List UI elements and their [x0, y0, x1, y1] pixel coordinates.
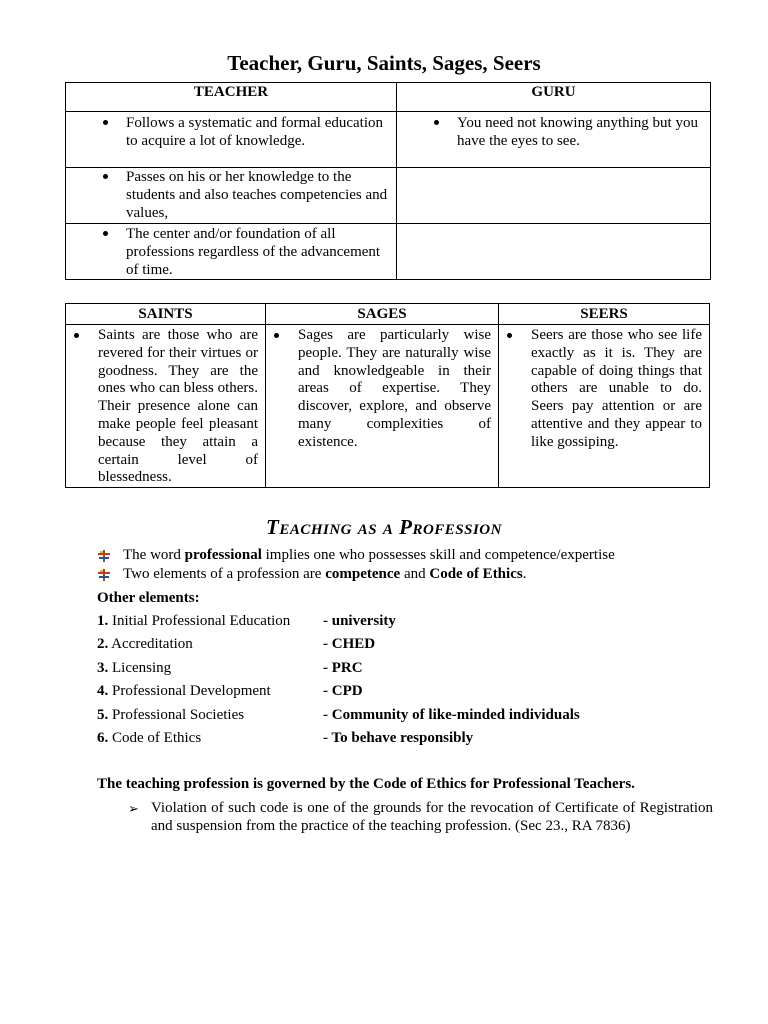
list-value: - university — [323, 613, 396, 629]
list-number: 1. — [97, 613, 109, 629]
list-item — [97, 707, 580, 727]
list-label: Accreditation — [108, 636, 193, 652]
list-number: 3. — [97, 660, 109, 676]
header-seers: SEERS — [499, 304, 710, 325]
bullet-dot-icon — [507, 333, 512, 338]
list-value: - Community of like-minded individuals — [323, 707, 580, 723]
sages-cell — [266, 325, 499, 488]
text-fragment: and — [400, 566, 430, 582]
guru-cell-empty — [397, 168, 711, 224]
text-fragment: implies one who possesses skill and competence/expertise — [261, 547, 615, 563]
table-row — [66, 112, 711, 168]
keyword-professional: professional — [184, 547, 262, 563]
header-guru: GURU — [397, 83, 711, 112]
flag-bullet-icon — [98, 550, 110, 562]
list-item — [97, 683, 363, 703]
table-row — [66, 224, 711, 280]
list-value: - PRC — [323, 660, 363, 676]
header-sages: SAGES — [266, 304, 499, 325]
table-row — [66, 325, 710, 488]
list-item — [97, 613, 396, 633]
sages-text: Sages are particularly wise people. They are naturally wise and knowledgeable in their areas of expertise. They discover, explore, and observe many complexities of existence. — [298, 327, 491, 450]
page-title: Teacher, Guru, Saints, Sages, Seers — [227, 51, 541, 75]
teacher-cell — [66, 224, 397, 280]
guru-cell — [397, 112, 711, 168]
keyword-competence: competence — [325, 566, 401, 582]
violation-text: Violation of such code is one of the grounds for the revocation of Certificate of Registration and suspension from the practice of the teaching profession. (Sec 23., RA 7836) — [151, 800, 713, 834]
seers-text: Seers are those who see life exactly as it is. They are capable of doing things that others are unable to do. Seers pay attention or are attentive and they appear to like gossiping. — [531, 327, 702, 450]
header-teacher: TEACHER — [66, 83, 397, 112]
list-label: Professional Development — [108, 683, 271, 699]
bullet-dot-icon — [274, 333, 279, 338]
flag-bullet-icon — [98, 569, 110, 581]
saints-sages-seers-table — [65, 303, 710, 488]
text-fragment: The word — [123, 547, 185, 563]
text-fragment: . — [522, 566, 527, 582]
list-label: Code of Ethics — [108, 730, 202, 746]
teacher-cell — [66, 168, 397, 224]
teacher-item: The center and/or foundation of all professions regardless of the advancement of time. — [126, 226, 381, 278]
bullet-dot-icon — [434, 120, 439, 125]
teacher-guru-table — [65, 82, 711, 280]
teacher-cell — [66, 112, 397, 168]
other-elements-heading: Other elements: — [97, 590, 200, 606]
teacher-item: Passes on his or her knowledge to the students and also teaches competencies and values, — [126, 169, 388, 221]
list-number: 5. — [97, 707, 109, 723]
list-label: Professional Societies — [108, 707, 245, 723]
list-item — [97, 660, 363, 680]
section-title: Teaching as a Profession — [266, 515, 502, 539]
bullet-dot-icon — [74, 333, 79, 338]
list-value: - To behave responsibly — [323, 730, 474, 746]
bullet-dot-icon — [103, 120, 108, 125]
governed-statement: The teaching profession is governed by the Code of Ethics for Professional Teachers. — [97, 776, 635, 792]
arrow-bullet-icon: ➢ — [128, 801, 139, 816]
list-value: - CHED — [323, 636, 376, 652]
seers-cell — [499, 325, 710, 488]
list-item — [97, 730, 474, 750]
header-saints: SAINTS — [66, 304, 266, 325]
intro-point-professional — [123, 547, 615, 564]
bullet-dot-icon — [103, 174, 108, 179]
table-header-row — [66, 304, 710, 325]
intro-point-elements — [123, 566, 526, 583]
keyword-code-of-ethics: Code of Ethics — [429, 566, 523, 582]
list-number: 6. — [97, 730, 109, 746]
text-fragment: Two elements of a profession are — [123, 566, 326, 582]
list-value: - CPD — [323, 683, 363, 699]
guru-item: You need not knowing anything but you have the eyes to see. — [457, 115, 698, 149]
saints-text: Saints are those who are revered for their virtues or goodness. They are the ones who can bless others. Their presence alone can make people feel pleasant because they attain a certain level of blessedness. — [98, 327, 258, 486]
table-header-row — [66, 83, 711, 112]
bullet-dot-icon — [103, 231, 108, 236]
guru-cell-empty — [397, 224, 711, 280]
teacher-item: Follows a systematic and formal education to acquire a lot of knowledge. — [126, 115, 384, 149]
table-row — [66, 168, 711, 224]
list-number: 2. — [97, 636, 109, 652]
list-label: Initial Professional Education — [108, 613, 291, 629]
saints-cell — [66, 325, 266, 488]
list-number: 4. — [97, 683, 109, 699]
list-label: Licensing — [108, 660, 172, 676]
list-item — [97, 636, 376, 656]
